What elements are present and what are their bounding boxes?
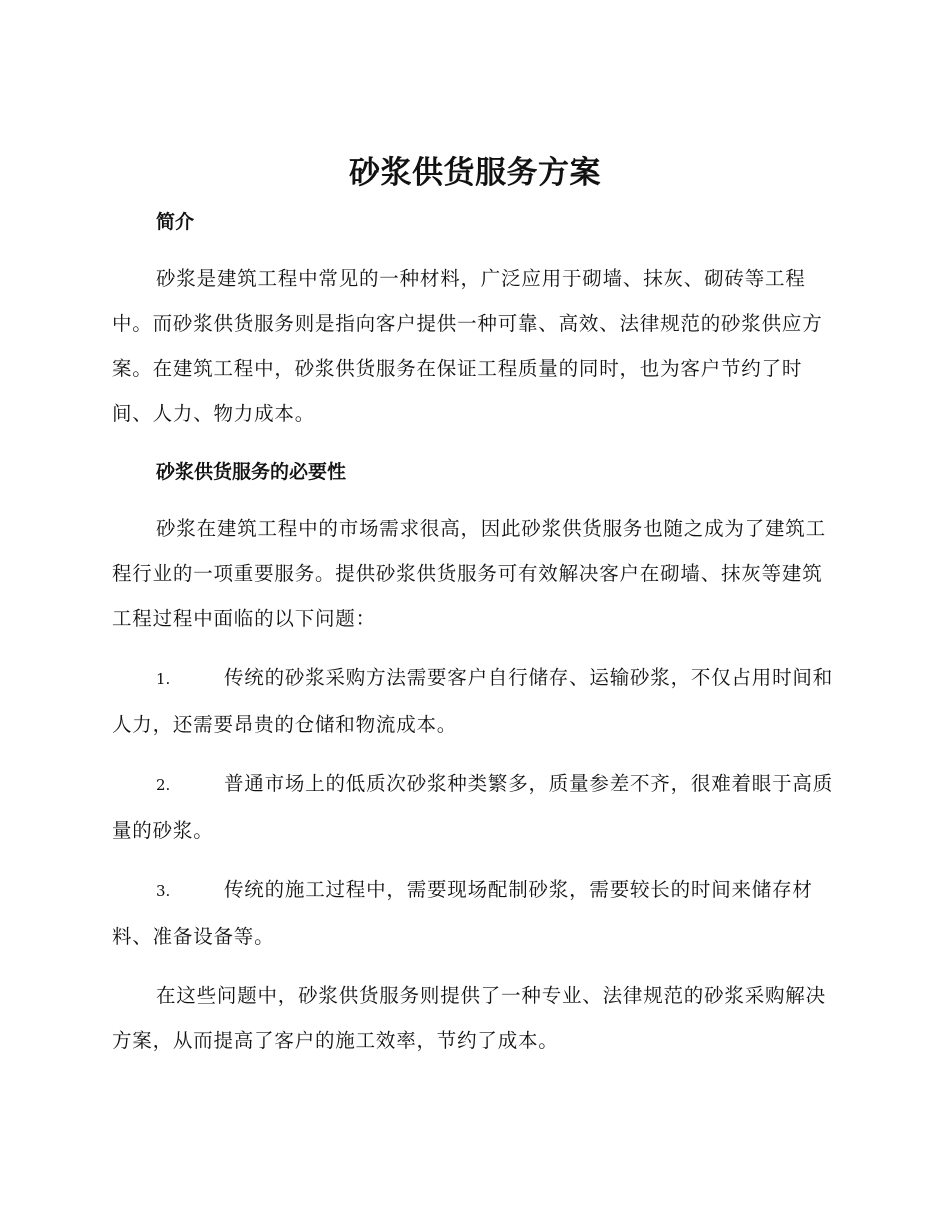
list-item bbox=[112, 655, 834, 747]
section-heading-necessity: 砂浆供货服务的必要性 bbox=[156, 461, 347, 483]
list-text: 传统的施工过程中，需要现场配制砂浆，需要较长的时间来储存材料、准备设备等。 bbox=[112, 878, 813, 948]
necessity-paragraph: 砂浆在建筑工程中的市场需求很高，因此砂浆供货服务也随之成为了建筑工程行业的一项重要服务。提供砂浆供货服务可有效解决客户在砌墙、抹灰等建筑工程过程中面临的以下问题： bbox=[112, 517, 826, 630]
list-number: 3. bbox=[156, 882, 171, 900]
closing-paragraph: 在这些问题中，砂浆供货服务则提供了一种专业、法律规范的砂浆采购解决方案，从而提高了客户的施工效率，节约了成本。 bbox=[112, 984, 826, 1052]
list-text: 传统的砂浆采购方法需要客户自行储存、运输砂浆，不仅占用时间和人力，还需要昂贵的仓储和物流成本。 bbox=[112, 666, 834, 736]
list-item bbox=[112, 761, 834, 853]
list-item bbox=[112, 867, 834, 959]
document-title: 砂浆供货服务方案 bbox=[349, 155, 601, 191]
document-body bbox=[112, 200, 834, 1063]
list-text: 普通市场上的低质次砂浆种类繁多，质量参差不齐，很难着眼于高质量的砂浆。 bbox=[112, 772, 834, 842]
intro-paragraph: 砂浆是建筑工程中常见的一种材料，广泛应用于砌墙、抹灰、砌砖等工程中。而砂浆供货服务则是指向客户提供一种可靠、高效、法律规范的砂浆供应方案。在建筑工程中，砂浆供货服务在保证工程质量的同时，也为客户节约了时间、人力、物力成本。 bbox=[112, 267, 823, 425]
section-heading-intro: 简介 bbox=[156, 211, 195, 233]
list-number: 2. bbox=[156, 776, 171, 794]
list-number: 1. bbox=[156, 670, 171, 688]
